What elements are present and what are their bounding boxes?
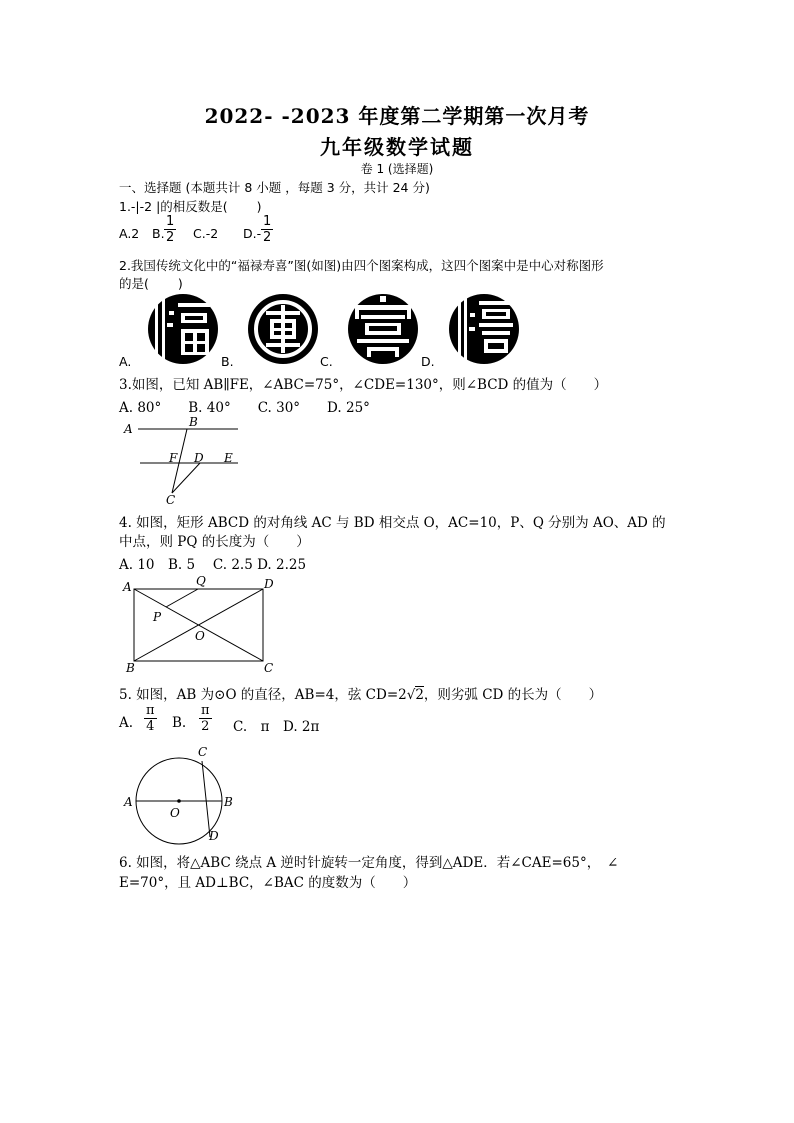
q4-label-b: B — [126, 661, 135, 675]
q4-label-d: D — [264, 577, 274, 591]
q1-option-c: C.-2 — [193, 226, 219, 241]
q4-figure — [120, 575, 280, 675]
volume-label: 卷 1 (选择题) — [360, 162, 434, 176]
q5-figure — [120, 745, 240, 845]
q5-option-b-prefix: B. — [172, 715, 187, 731]
q2-stem-line1: 2.我国传统文化中的“福禄寿喜”图(如图)由四个图案构成，这四个图案中是中心对称图形 — [119, 258, 604, 273]
q5-stem-pre: 5. 如图，AB 为⊙O 的直径，AB=4，弦 CD=2 — [119, 687, 407, 703]
exam-title: 2022- -2023 年度第二学期第一次月考 — [204, 104, 590, 128]
q5-option-a-fraction — [144, 703, 157, 734]
q3-label-f: F — [169, 451, 178, 465]
q5-label-o: O — [170, 806, 180, 820]
q4-label-c: C — [264, 661, 274, 675]
q3-label-e: E — [224, 451, 233, 465]
q3-label-c: C — [166, 493, 176, 507]
lu-seal-icon — [246, 293, 320, 365]
q3-label-b: B — [189, 415, 198, 429]
section-heading: 一、选择题 (本题共计 8 小题 ，每题 3 分，共计 24 分) — [119, 180, 430, 195]
q5-a-denominator: 4 — [146, 719, 155, 734]
q1-d-numerator: 1 — [263, 214, 272, 229]
q5-option-a-prefix: A. — [119, 715, 134, 731]
center-point — [177, 799, 181, 803]
chord-cd — [202, 761, 210, 837]
q1-option-b-prefix: B. — [152, 226, 165, 241]
q6-stem-line1: 6. 如图，将△ABC 绕点 A 逆时针旋转一定角度，得到△ADE．若∠CAE=65°， ∠ — [119, 855, 619, 871]
q5-stem-post: ，则劣弧 CD 的长为（ ） — [423, 687, 603, 703]
q6-stem-line2: E=70°，且 AD⊥BC，∠BAC 的度数为（ ） — [119, 875, 417, 891]
q5-label-b: B — [224, 795, 233, 809]
q1-b-numerator: 1 — [166, 214, 175, 229]
q5-stem — [119, 683, 602, 703]
q3-label-a: A — [124, 422, 133, 436]
q1-d-denominator: 2 — [263, 230, 272, 245]
q4-label-a: A — [123, 580, 132, 594]
xi-seal-icon — [446, 293, 522, 365]
q2-option-c: C. — [320, 354, 333, 369]
fu-seal-icon — [145, 293, 221, 365]
q5-option-b-fraction — [199, 703, 212, 734]
q1-option-d-fraction — [261, 214, 273, 245]
q1-stem: 1.-|-2 |的相反数是( ) — [119, 199, 262, 214]
q2-option-b: B. — [221, 354, 234, 369]
q3-options: A. 80° B. 40° C. 30° D. 25° — [119, 400, 370, 416]
q4-label-o: O — [195, 629, 205, 643]
sqrt-sign: √ — [406, 687, 416, 703]
q2-option-d: D. — [421, 354, 435, 369]
q5-a-numerator: π — [146, 703, 155, 718]
q4-label-p: P — [153, 610, 162, 624]
shou-seal-icon — [345, 293, 421, 365]
segment-dc — [172, 463, 200, 493]
q5-sqrt-arg: 2 — [415, 687, 424, 703]
q4-options: A. 10 B. 5 C. 2.5 D. 2.25 — [119, 557, 307, 573]
q5-options-cd: C. π D. 2π — [233, 719, 320, 735]
q1-b-denominator: 2 — [166, 230, 175, 245]
q1-option-d-prefix: D.- — [243, 226, 262, 241]
q5-b-numerator: π — [201, 703, 210, 718]
q3-label-d: D — [194, 451, 204, 465]
q5-label-d: D — [209, 829, 219, 843]
q4-label-q: Q — [196, 574, 206, 588]
exam-subtitle: 九年级数学试题 — [320, 135, 474, 159]
q1-option-b-fraction — [164, 214, 176, 245]
q2-stem-line2: 的是( ) — [119, 276, 183, 291]
q5-label-a: A — [124, 795, 133, 809]
q5-label-c: C — [198, 745, 208, 759]
q3-stem: 3.如图，已知 AB∥FE，∠ABC=75°，∠CDE=130°，则∠BCD 的值为（ ） — [119, 377, 608, 393]
q4-stem-line1: 4. 如图，矩形 ABCD 的对角线 AC 与 BD 相交点 O，AC=10，P、Q 分别为 AO、AD 的 — [119, 515, 666, 531]
q5-b-denominator: 2 — [201, 719, 210, 734]
q2-option-a: A. — [119, 354, 132, 369]
q1-option-a: A.2 — [119, 226, 140, 241]
segment-pq — [166, 589, 198, 607]
q4-stem-line2: 中点，则 PQ 的长度为（ ） — [119, 534, 310, 550]
